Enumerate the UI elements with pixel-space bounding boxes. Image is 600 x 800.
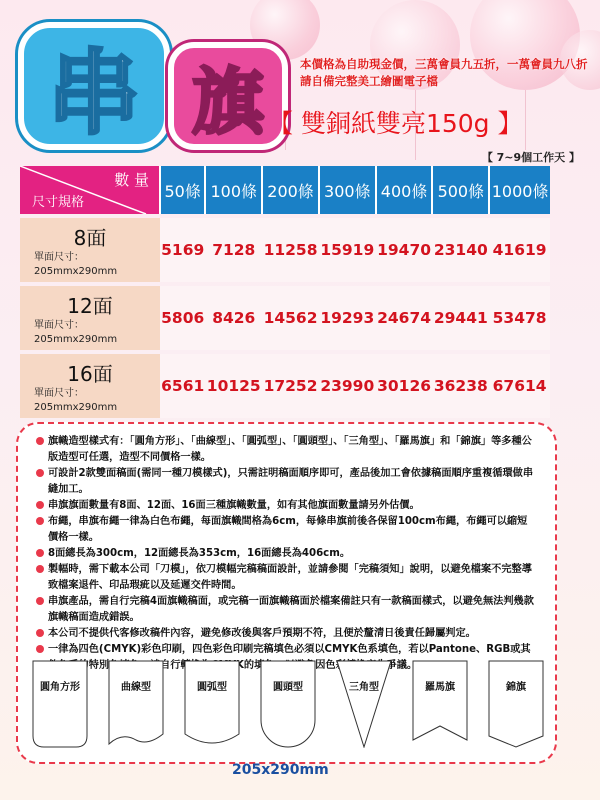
price-cell: 17252	[262, 354, 319, 418]
quantity-header: 1000條	[489, 166, 550, 214]
quantity-header: 50條	[160, 166, 205, 214]
pennant-flag-icon	[488, 660, 544, 748]
table-row	[20, 218, 550, 282]
table-header-row	[20, 166, 550, 214]
balloon-string	[525, 90, 526, 150]
table-row	[20, 286, 550, 350]
promo-line-1: 本價格為自助現金價，三萬會員九五折，一萬會員九八折	[300, 57, 588, 71]
quantity-header: 400條	[376, 166, 433, 214]
bullet-icon	[36, 437, 44, 445]
quantity-header-label: 數 量	[114, 171, 149, 189]
size-dim-label: 單面尺寸：	[34, 252, 84, 263]
note-text: 8面總長為300cm，12面總長為353cm，16面總長為406cm。	[48, 548, 351, 559]
price-cell: 11258	[262, 218, 319, 282]
bullet-icon	[36, 565, 44, 573]
flag-shape-triangle	[336, 660, 392, 748]
workdays-label: 【 7~9個工作天 】	[481, 151, 580, 164]
flag-shapes-row	[32, 660, 542, 760]
triangle-flag-icon	[336, 660, 392, 748]
roman-flag-icon	[412, 660, 468, 748]
size-name: 12面	[67, 294, 113, 318]
size-name: 8面	[73, 226, 107, 250]
size-dim-value: 205mmx290mm	[34, 334, 118, 345]
shape-label: 圓角方形	[40, 682, 80, 693]
note-text: 本公司不提供代客修改稿件內容，避免修改後與客戶預期不符，且便於釐清日後責任歸屬判定。	[48, 628, 476, 639]
bullet-icon	[36, 597, 44, 605]
note-text: 串旗產品，需自行完稿4面旗幟稿面，或完稿一面旗幟稿面於檔案備註只有一款稿面樣式，以避免無法判幾款旗幟稿面造成錯誤。	[48, 596, 534, 623]
flag-shape-rounded-square	[32, 660, 88, 748]
price-cell: 6561	[160, 354, 205, 418]
size-dim-value: 205mmx290mm	[34, 266, 118, 277]
price-cell: 10125	[205, 354, 262, 418]
bullet-icon	[36, 629, 44, 637]
notes-list	[18, 424, 555, 674]
note-text: 布繩，串旗布繩一律為白色布繩，每面旗幟間格為6cm，每條串旗前後各保留100cm布繩，布繩可以縮短價格一樣。	[48, 516, 528, 543]
price-cell: 8426	[205, 286, 262, 350]
shape-label: 曲線型	[121, 682, 151, 693]
quantity-header: 200條	[262, 166, 319, 214]
price-cell: 7128	[205, 218, 262, 282]
price-cell: 67614	[489, 354, 550, 418]
flag-shape-round-head	[260, 660, 316, 748]
rounded-square-flag-icon	[32, 660, 88, 748]
size-cell	[20, 354, 160, 418]
flag-shape-pennant	[488, 660, 544, 748]
size-cell	[20, 218, 160, 282]
note-item	[36, 514, 537, 546]
size-dim-label: 單面尺寸：	[34, 388, 84, 399]
note-text: 可設計2款雙面稿面(需同一種刀模樣式)，只需註明稿面順序即可，產品後加工會依據稿面順序重複循環做串縫加工。	[48, 468, 534, 495]
size-cell	[20, 286, 160, 350]
round-head-flag-icon	[260, 660, 316, 748]
note-text: 串旗旗面數量有8面、12面、16面三種旗幟數量，如有其他旗面數量請另外估價。	[48, 500, 420, 511]
quantity-header: 300條	[319, 166, 376, 214]
price-cell: 53478	[489, 286, 550, 350]
price-cell: 41619	[489, 218, 550, 282]
size-name: 16面	[67, 362, 113, 386]
shape-label: 羅馬旗	[425, 682, 455, 693]
table-row	[20, 354, 550, 418]
shape-label: 圓弧型	[197, 682, 227, 693]
note-item	[36, 626, 537, 642]
price-cell: 24674	[376, 286, 433, 350]
note-item	[36, 546, 537, 562]
price-cell: 19293	[319, 286, 376, 350]
size-dim-value: 205mmx290mm	[34, 402, 118, 413]
price-cell: 30126	[376, 354, 433, 418]
promo-line-2: 請自備完整美工繪圖電子檔	[300, 74, 438, 88]
price-cell: 29441	[432, 286, 489, 350]
bullet-icon	[36, 645, 44, 653]
shape-label: 錦旗	[506, 682, 526, 693]
shape-label: 三角型	[349, 682, 379, 693]
flag-shape-roman	[412, 660, 468, 748]
price-cell: 19470	[376, 218, 433, 282]
bullet-icon	[36, 549, 44, 557]
quantity-header: 100條	[205, 166, 262, 214]
flag-shape-curve	[108, 660, 164, 748]
note-item	[36, 434, 537, 466]
price-cell: 36238	[432, 354, 489, 418]
material-title: 【 雙銅紙雙亮150g 】	[268, 109, 523, 138]
note-text: 製幅時，需下載本公司「刀模」，依刀模幅完稿稿面設計，並請參閱「完稿須知」說明，以避免檔案不完整導致檔案退件、印品瑕疵以及延遲交件時間。	[48, 564, 532, 591]
flag-size-label: 205x290mm	[232, 762, 329, 778]
size-dim-label: 單面尺寸：	[34, 320, 84, 331]
shape-label: 圓頭型	[273, 682, 303, 693]
flag-shape-arc	[184, 660, 240, 748]
price-cell: 23140	[432, 218, 489, 282]
note-item	[36, 562, 537, 594]
price-cell: 15919	[319, 218, 376, 282]
size-header-label: 尺寸規格	[32, 195, 85, 210]
note-text: 旗幟造型樣式有：「圓角方形」、「曲線型」、「圓弧型」、「圓頭型」、「三角型」、「羅馬旗」和「錦旗」等多種公版造型可任選，造型不同價格一樣。	[48, 436, 532, 463]
table-corner-header	[20, 166, 160, 214]
title-char-2: 旗	[168, 42, 288, 150]
price-cell: 23990	[319, 354, 376, 418]
note-text: 一律為四色(CMYK)彩色印刷，四色彩色印刷完稿填色必須以CMYK色系填色，若以Pantone、RGB或其 的特別色填 自行轉換為CMYK的填色，以避免因色彩轉 爭議。	[48, 644, 531, 671]
curve-flag-icon	[108, 660, 164, 748]
note-item	[36, 498, 537, 514]
bullet-icon	[36, 501, 44, 509]
note-item	[36, 466, 537, 498]
quantity-header: 500條	[432, 166, 489, 214]
bullet-icon	[36, 469, 44, 477]
note-item	[36, 594, 537, 626]
arc-flag-icon	[184, 660, 240, 748]
promo-text	[300, 56, 590, 90]
price-table	[20, 166, 550, 418]
price-cell: 14562	[262, 286, 319, 350]
price-cell: 5169	[160, 218, 205, 282]
price-cell: 5806	[160, 286, 205, 350]
bullet-icon	[36, 517, 44, 525]
title-char-1: 串	[18, 22, 170, 150]
